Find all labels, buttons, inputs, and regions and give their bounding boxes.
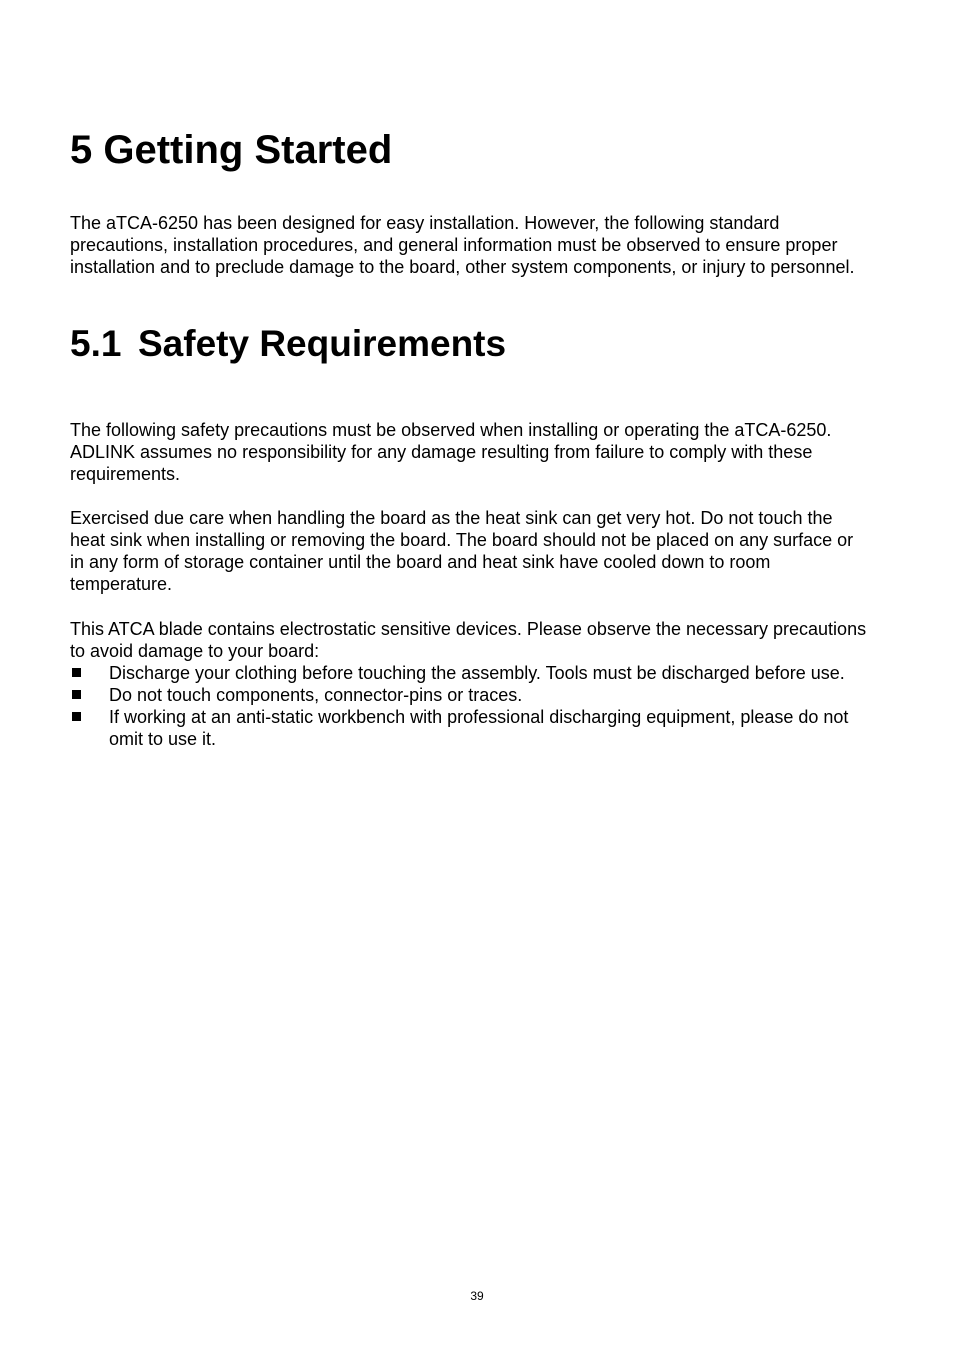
square-bullet-icon: [72, 690, 81, 699]
list-item-text: If working at an anti-static workbench with professional discharging equipment, please do not omit to use it.: [109, 707, 849, 749]
chapter-title: Getting Started: [103, 128, 393, 172]
safety-paragraph-3: This ATCA blade contains electrostatic sensitive devices. Please observe the necessary precautions to avoid damage to your board:: [70, 619, 867, 661]
square-bullet-icon: [72, 668, 81, 677]
chapter-number: 5: [70, 128, 93, 172]
chapter-heading: [70, 126, 392, 174]
document-page: [70, 0, 870, 1350]
square-bullet-icon: [72, 712, 81, 721]
list-item: [70, 706, 870, 750]
list-item-text: Do not touch components, connector-pins or traces.: [109, 685, 523, 705]
list-item: [70, 684, 870, 706]
precautions-list: [70, 662, 870, 750]
section-number: 5.1: [70, 323, 122, 364]
section-heading: [70, 322, 506, 366]
page-number: 39: [470, 1289, 484, 1303]
safety-paragraph-2: Exercised due care when handling the board as the heat sink can get very hot. Do not touch the heat sink when installing or removing the board. The board should not be placed on any surface or in any form of storage container until the board and heat sink have cooled down to room temperature.: [70, 508, 854, 594]
intro-paragraph: The aTCA-6250 has been designed for easy installation. However, the following standard precautions, installation procedures, and general information must be observed to ensure proper installation and to preclude damage to the board, other system components, or injury to personnel.: [70, 213, 855, 277]
list-item: [70, 662, 870, 684]
safety-paragraph-1: The following safety precautions must be observed when installing or operating the aTCA-6250. ADLINK assumes no responsibility for any damage resulting from failure to comply with these requirements.: [70, 420, 832, 484]
list-item-text: Discharge your clothing before touching the assembly. Tools must be discharged before use.: [109, 663, 845, 683]
section-title: Safety Requirements: [138, 323, 507, 364]
